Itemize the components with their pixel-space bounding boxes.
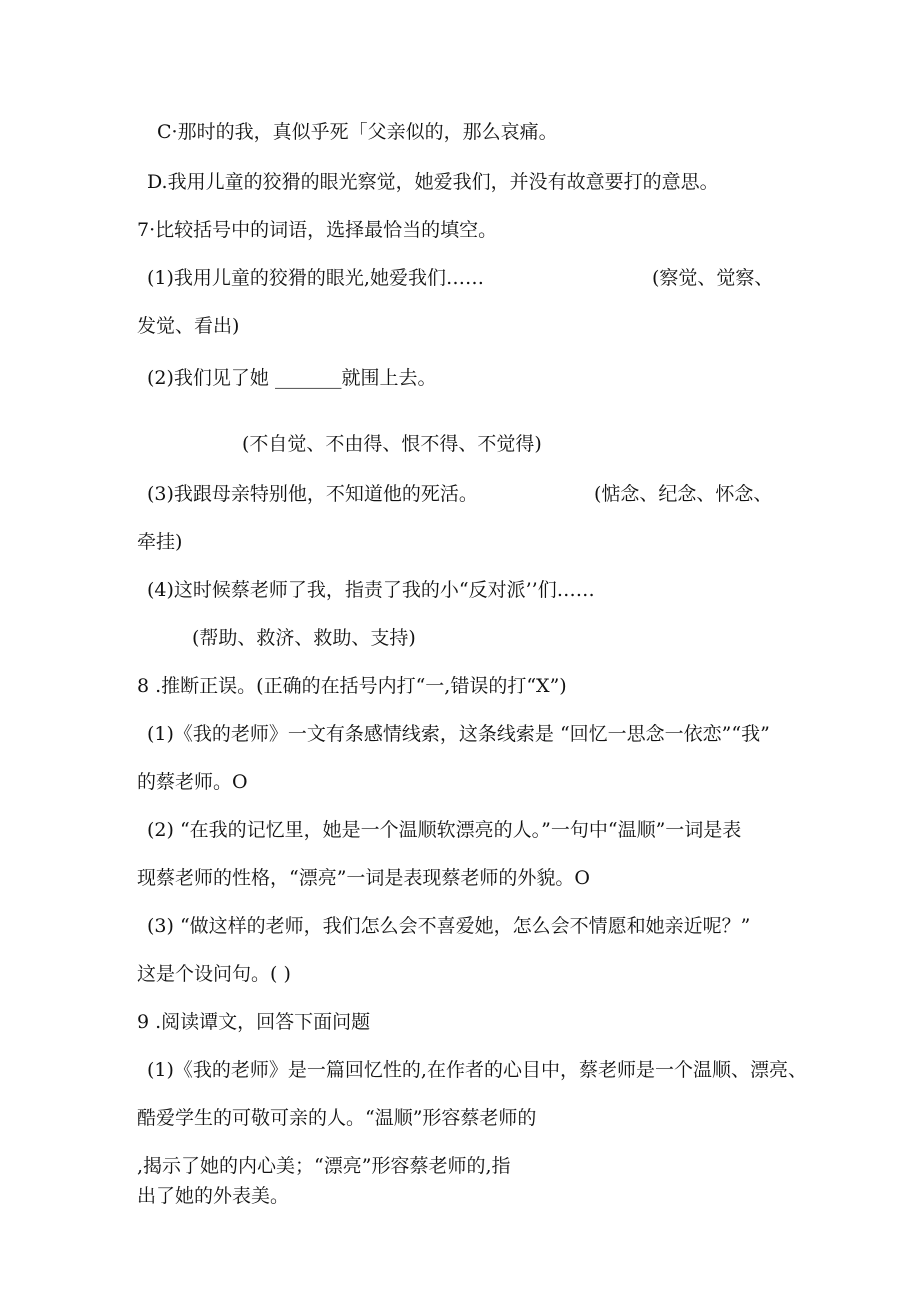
q7-item2-options: (不自觉、不由得、恨不得、不觉得) — [242, 433, 542, 455]
q7-item4-options: (帮助、救济、救助、支持) — [192, 627, 416, 649]
q8-item2-line2: 现蔡老师的性格，“漂亮”一词是表现蔡老师的外貌。O — [137, 867, 591, 889]
q9-item1-line1: (1)《我的老师》是一篇回忆性的,在作者的心目中，蔡老师是一个温顺、漂亮、 — [147, 1059, 807, 1081]
q9-title: 9 .阅读谭文，回答下面问题 — [137, 1011, 371, 1033]
q8-title: 8 .推断正误。(正确的在括号内打“一,错误的打“X”) — [137, 675, 567, 697]
q9-item1-line2: 酷爱学生的可敬可亲的人。“温顺”形容蔡老师的 — [137, 1107, 537, 1129]
q7-item4-text: (4)这时候蔡老师了我，指责了我的小“反对派’’们…… — [147, 579, 595, 601]
q7-item1-text: (1)我用儿童的狡猾的眼光,她爱我们…… — [147, 267, 484, 289]
q8-item1-line1: (1)《我的老师》一文有条感情线索，这条线索是 “回忆一思念一依恋”“我” — [147, 723, 770, 745]
q8-item2-line1: (2) “在我的记忆里，她是一个温顺软漂亮的人。”一句中“温顺”一词是表 — [147, 819, 742, 841]
q9-item1-line4: 出了她的外表美。 — [137, 1185, 290, 1207]
q7-item3-text: (3)我跟母亲特别他，不知道他的死活。 — [147, 483, 478, 505]
q8-item3-line2: 这是个设问句。( ) — [137, 963, 291, 985]
q7-item3-options-cont: 牵挂) — [137, 531, 183, 553]
q7-item3-options: (惦念、纪念、怀念、 — [594, 483, 773, 505]
q7-item1-options: (察觉、觉察、 — [652, 267, 774, 289]
q6-option-c: C·那时的我，真似乎死「父亲似的，那么哀痛。 — [157, 121, 558, 143]
q7-item1-options-cont: 发觉、看出) — [137, 315, 240, 337]
q8-item3-line1: (3) “做这样的老师，我们怎么会不喜爱她，怎么会不情愿和她亲近呢？” — [147, 915, 751, 937]
q9-item1-line3: ,揭示了她的内心美；“漂亮”形容蔡老师的,指 — [137, 1155, 511, 1177]
q6-option-d: D.我用儿童的狡猾的眼光察觉，她爱我们，并没有故意要打的意思。 — [147, 171, 719, 193]
q8-item1-line2: 的蔡老师。O — [137, 771, 248, 793]
q7-item2-text: (2)我们见了她 _______就围上去。 — [147, 367, 437, 389]
q7-title: 7·比较括号中的词语，选择最恰当的填空。 — [137, 219, 498, 241]
